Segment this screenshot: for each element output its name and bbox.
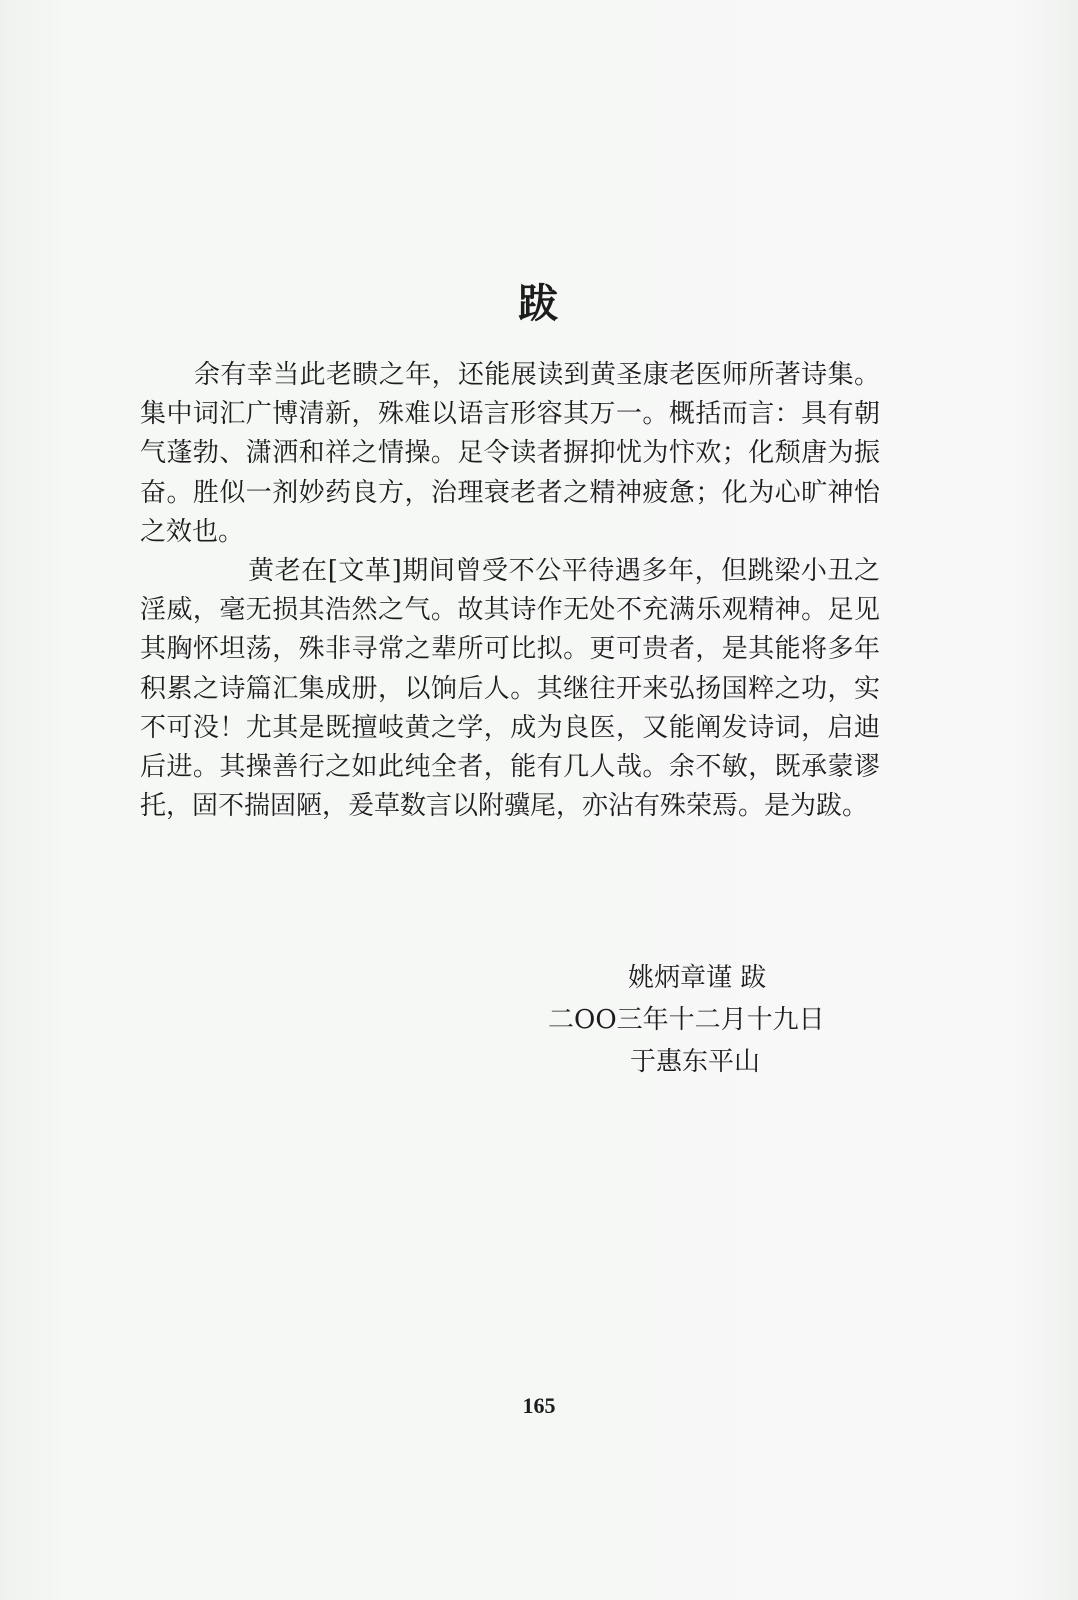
page-number: 165 bbox=[522, 1393, 556, 1418]
signature-date: 二OO三年十二月十九日 bbox=[548, 1005, 825, 1035]
signature-author: 姚炳章谨 跋 bbox=[628, 963, 767, 993]
page-title: 跋 bbox=[518, 280, 560, 327]
body-text bbox=[140, 356, 880, 826]
paragraph-2: 黄老在[文革]期间曾受不公平待遇多年，但跳梁小丑之淫威，毫无损其浩然之气。故其诗作无处不充满乐观精神。足见其胸怀坦荡，殊非寻常之辈所可比拟。更可贵者，是其能将多年积累之诗篇汇集成册，以饷后人。其继往开来弘扬国粹之功，实不可没！尤其是既擅岐黄之学，成为良医，又能阐发诗词，启迪后进。其操善行之如此纯全者，能有几人哉。余不敏，既承蒙谬托，固不揣固陋，爰草数言以附骥尾，亦沾有殊荣焉。是为跋。 bbox=[140, 556, 880, 822]
signature-place: 于惠东平山 bbox=[630, 1047, 761, 1077]
paragraph-1: 余有幸当此老瞆之年，还能展读到黄圣康老医师所著诗集。集中词汇广博清新，殊难以语言形容其万一。概括而言：具有朝气蓬勃、潇洒和祥之情操。足令读者摒抑忧为忭欢；化颓唐为振奋。胜似一剂妙药良方，治理衰老者之精神疲惫；化为心旷神怡之效也。 bbox=[140, 360, 880, 547]
